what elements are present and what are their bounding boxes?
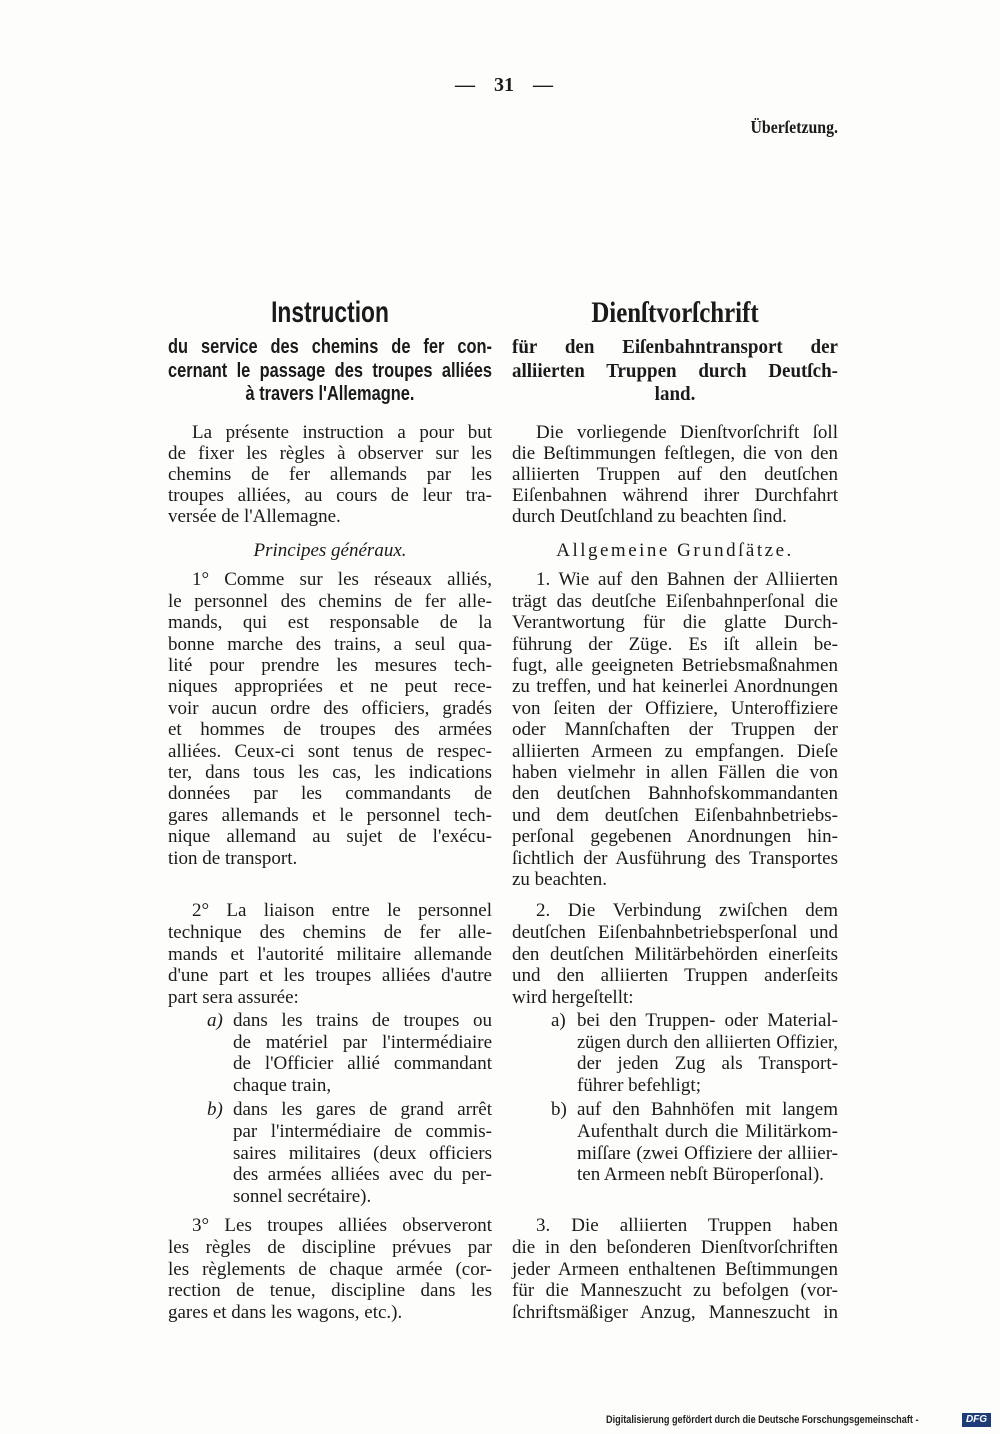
text-line: für den Eiſenbahntransport der	[512, 336, 838, 358]
text-line: mands et l'autorité militaire allemande	[168, 943, 492, 965]
text-line: dans les gares de grand arrêt	[233, 1099, 492, 1120]
text-line: ſchriftsmäßiger Anzug, Manneszucht in	[512, 1302, 838, 1323]
german-subtitle	[512, 336, 838, 407]
text-line: trägt das deutſche Eiſenbahnperſonal die	[512, 590, 838, 612]
text-line: niques appropriées et ne peut rece-	[168, 676, 492, 698]
text-line: zu beachten.	[512, 868, 607, 890]
french-subtitle	[168, 336, 492, 407]
text-line: voir aucun ordre des officiers, gradés	[168, 697, 492, 719]
text-line: alliierten Truppen durch Deutſch-	[512, 359, 838, 382]
text-line: und den alliierten Truppen anderſeits	[512, 965, 838, 987]
text-line: bei den Truppen- oder Material-	[577, 1010, 838, 1031]
text-line: les règlements de chaque armée (cor-	[168, 1258, 492, 1280]
text-line: tion de transport.	[168, 847, 298, 869]
text-line: troupes alliées, au cours de leur tra-	[168, 484, 492, 506]
german-paragraph-2	[512, 900, 838, 1009]
text-line: den deutſchen Bahnhofskommandanten	[512, 783, 838, 805]
text-line: de matériel par l'intermédiaire	[233, 1031, 492, 1053]
french-paragraph-1	[168, 569, 492, 869]
text-line: zügen durch den alliierten Offizier,	[577, 1031, 838, 1053]
text-line: Eiſenbahnen während ihrer Durchfahrt	[512, 484, 838, 506]
text-line: lité pour prendre les mesures tech-	[168, 654, 492, 676]
text-line: 3° Les troupes alliées observeront	[192, 1215, 492, 1236]
text-line: zu treffen, und hat keinerlei Anordnungen	[512, 676, 838, 698]
german-section-heading: Allgemeine Grundſätze.	[556, 540, 794, 561]
text-line: d'une part et les troupes alliées d'autre	[168, 965, 492, 987]
german-intro-paragraph	[512, 422, 838, 527]
text-line: à travers l'Allemagne.	[245, 383, 415, 405]
text-line: alliierten Armeen zu empfangen. Dieſe	[512, 740, 838, 762]
french-paragraph-2	[168, 900, 492, 1009]
text-line: 3. Die alliierten Truppen haben	[536, 1215, 838, 1236]
text-line: cernant le passage des troupes alliées	[168, 359, 492, 382]
text-line: 1. Wie auf den Bahnen der Alliierten	[536, 569, 838, 591]
text-line: bonne marche des trains, a seul qua-	[168, 633, 492, 655]
text-line: die in den beſonderen Dienſtvorſchriften	[512, 1236, 838, 1258]
german-item-a	[577, 1010, 838, 1097]
dfg-logo: DFG	[962, 1413, 991, 1427]
text-line: les règles de discipline prévues par	[168, 1236, 492, 1258]
text-line: chaque train,	[233, 1075, 332, 1097]
text-line: miſſare (zwei Offiziere der alliier-	[577, 1142, 838, 1164]
french-paragraph-3	[168, 1215, 492, 1324]
text-line: de l'Officier allié commandant	[233, 1053, 492, 1075]
text-line: führer befehligt;	[577, 1075, 701, 1097]
text-line: und dem deutſchen Eiſenbahnbetriebs-	[512, 804, 838, 826]
text-line: ten Armeen nebſt Büroperſonal).	[577, 1164, 824, 1186]
text-line: Die vorliegende Dienſtvorſchrift ſoll	[536, 421, 838, 443]
text-line: die Beſtimmungen feſtlegen, die von den	[512, 442, 838, 464]
text-line: führung der Züge. Es iſt allein be-	[512, 633, 838, 655]
text-line: alliierten Truppen auf den deutſchen	[512, 463, 838, 485]
text-line: technique des chemins de fer alle-	[168, 921, 492, 943]
text-line: saires militaires (deux officiers	[233, 1142, 492, 1164]
text-line: 2° La liaison entre le personnel	[192, 900, 492, 921]
french-item-a	[233, 1010, 492, 1097]
text-line: ter, dans tous les cas, les indications	[168, 761, 492, 783]
german-title: Dienſtvorſchrift	[591, 296, 759, 329]
text-line: wird hergeſtellt:	[512, 987, 634, 1008]
translation-note: Überſetzung.	[750, 117, 838, 137]
text-line: jeder Armeen enthaltenen Beſtimmungen	[512, 1258, 838, 1280]
page-number: — 31 —	[455, 74, 553, 96]
text-line: haben vielmehr in allen Fällen die von	[512, 761, 838, 783]
text-line: 2. Die Verbindung zwiſchen dem	[536, 900, 838, 921]
text-line: land.	[654, 383, 696, 405]
french-section-heading: Principes généraux.	[253, 540, 407, 561]
text-line: et hommes de troupes des armées	[168, 719, 492, 741]
text-line: gares allemands et le personnel tech-	[168, 804, 492, 826]
german-paragraph-1	[512, 569, 838, 890]
text-line: de fixer les règles à observer sur les	[168, 442, 492, 464]
text-line: Aufenthalt durch die Militärkom-	[577, 1120, 838, 1142]
text-line: dans les trains de troupes ou	[233, 1010, 492, 1031]
text-line: gares et dans les wagons, etc.).	[168, 1302, 403, 1323]
french-item-b-marker: b)	[207, 1099, 223, 1120]
text-line: alliées. Ceux-ci sont tenus de respec-	[168, 740, 492, 762]
digitization-credit: Digitalisierung gefördert durch die Deutsche Forschungsgemeinschaft -	[606, 1414, 919, 1426]
french-item-b	[233, 1099, 492, 1208]
text-line: données par les commandants de	[168, 783, 492, 805]
text-line: du service des chemins de fer con-	[168, 336, 492, 358]
german-item-a-marker: a)	[551, 1010, 566, 1031]
text-line: auf den Bahnhöfen mit langem	[577, 1099, 838, 1120]
text-line: 1° Comme sur les réseaux alliés,	[192, 569, 492, 591]
text-line: des armées alliées avec du per-	[233, 1164, 492, 1186]
text-line: den deutſchen Militärbehörden einerſeits	[512, 943, 838, 965]
text-line: deutſchen Eiſenbahnbetriebsperſonal und	[512, 921, 838, 943]
text-line: nique allemand au sujet de l'exécu-	[168, 826, 492, 848]
text-line: versée de l'Allemagne.	[168, 505, 341, 527]
german-item-b-marker: b)	[551, 1099, 567, 1120]
text-line: part sera assurée:	[168, 987, 299, 1008]
french-item-a-marker: a)	[207, 1010, 223, 1031]
text-line: le personnel des chemins de fer alle-	[168, 590, 492, 612]
text-line: perſonal gegebenen Anordnungen hin-	[512, 826, 838, 848]
text-line: rection de tenue, discipline dans les	[168, 1280, 492, 1302]
text-line: fugt, alle geeigneten Betriebsmaßnahmen	[512, 654, 838, 676]
text-line: sonnel secrétaire).	[233, 1186, 372, 1207]
text-line: durch Deutſchland zu beachten ſind.	[512, 505, 787, 527]
text-line: Verantwortung für die glatte Durch-	[512, 612, 838, 634]
french-title: Instruction	[271, 296, 389, 329]
text-line: La présente instruction a pour but	[192, 421, 492, 443]
text-line: von ſeiten der Offiziere, Unteroffiziere	[512, 697, 838, 719]
text-line: der jeden Zug als Transport-	[577, 1053, 838, 1075]
text-line: ſichtlich der Ausführung des Transportes	[512, 847, 838, 869]
german-paragraph-3	[512, 1215, 838, 1324]
text-line: chemins de fer allemands par les	[168, 463, 492, 485]
french-intro-paragraph	[168, 422, 492, 527]
text-line: für die Manneszucht zu befolgen (vor-	[512, 1280, 838, 1302]
text-line: par l'intermédiaire de commis-	[233, 1120, 492, 1142]
text-line: oder Mannſchaften der Truppen der	[512, 719, 838, 741]
german-item-b	[577, 1099, 838, 1186]
text-line: mands, qui est responsable de la	[168, 612, 492, 634]
